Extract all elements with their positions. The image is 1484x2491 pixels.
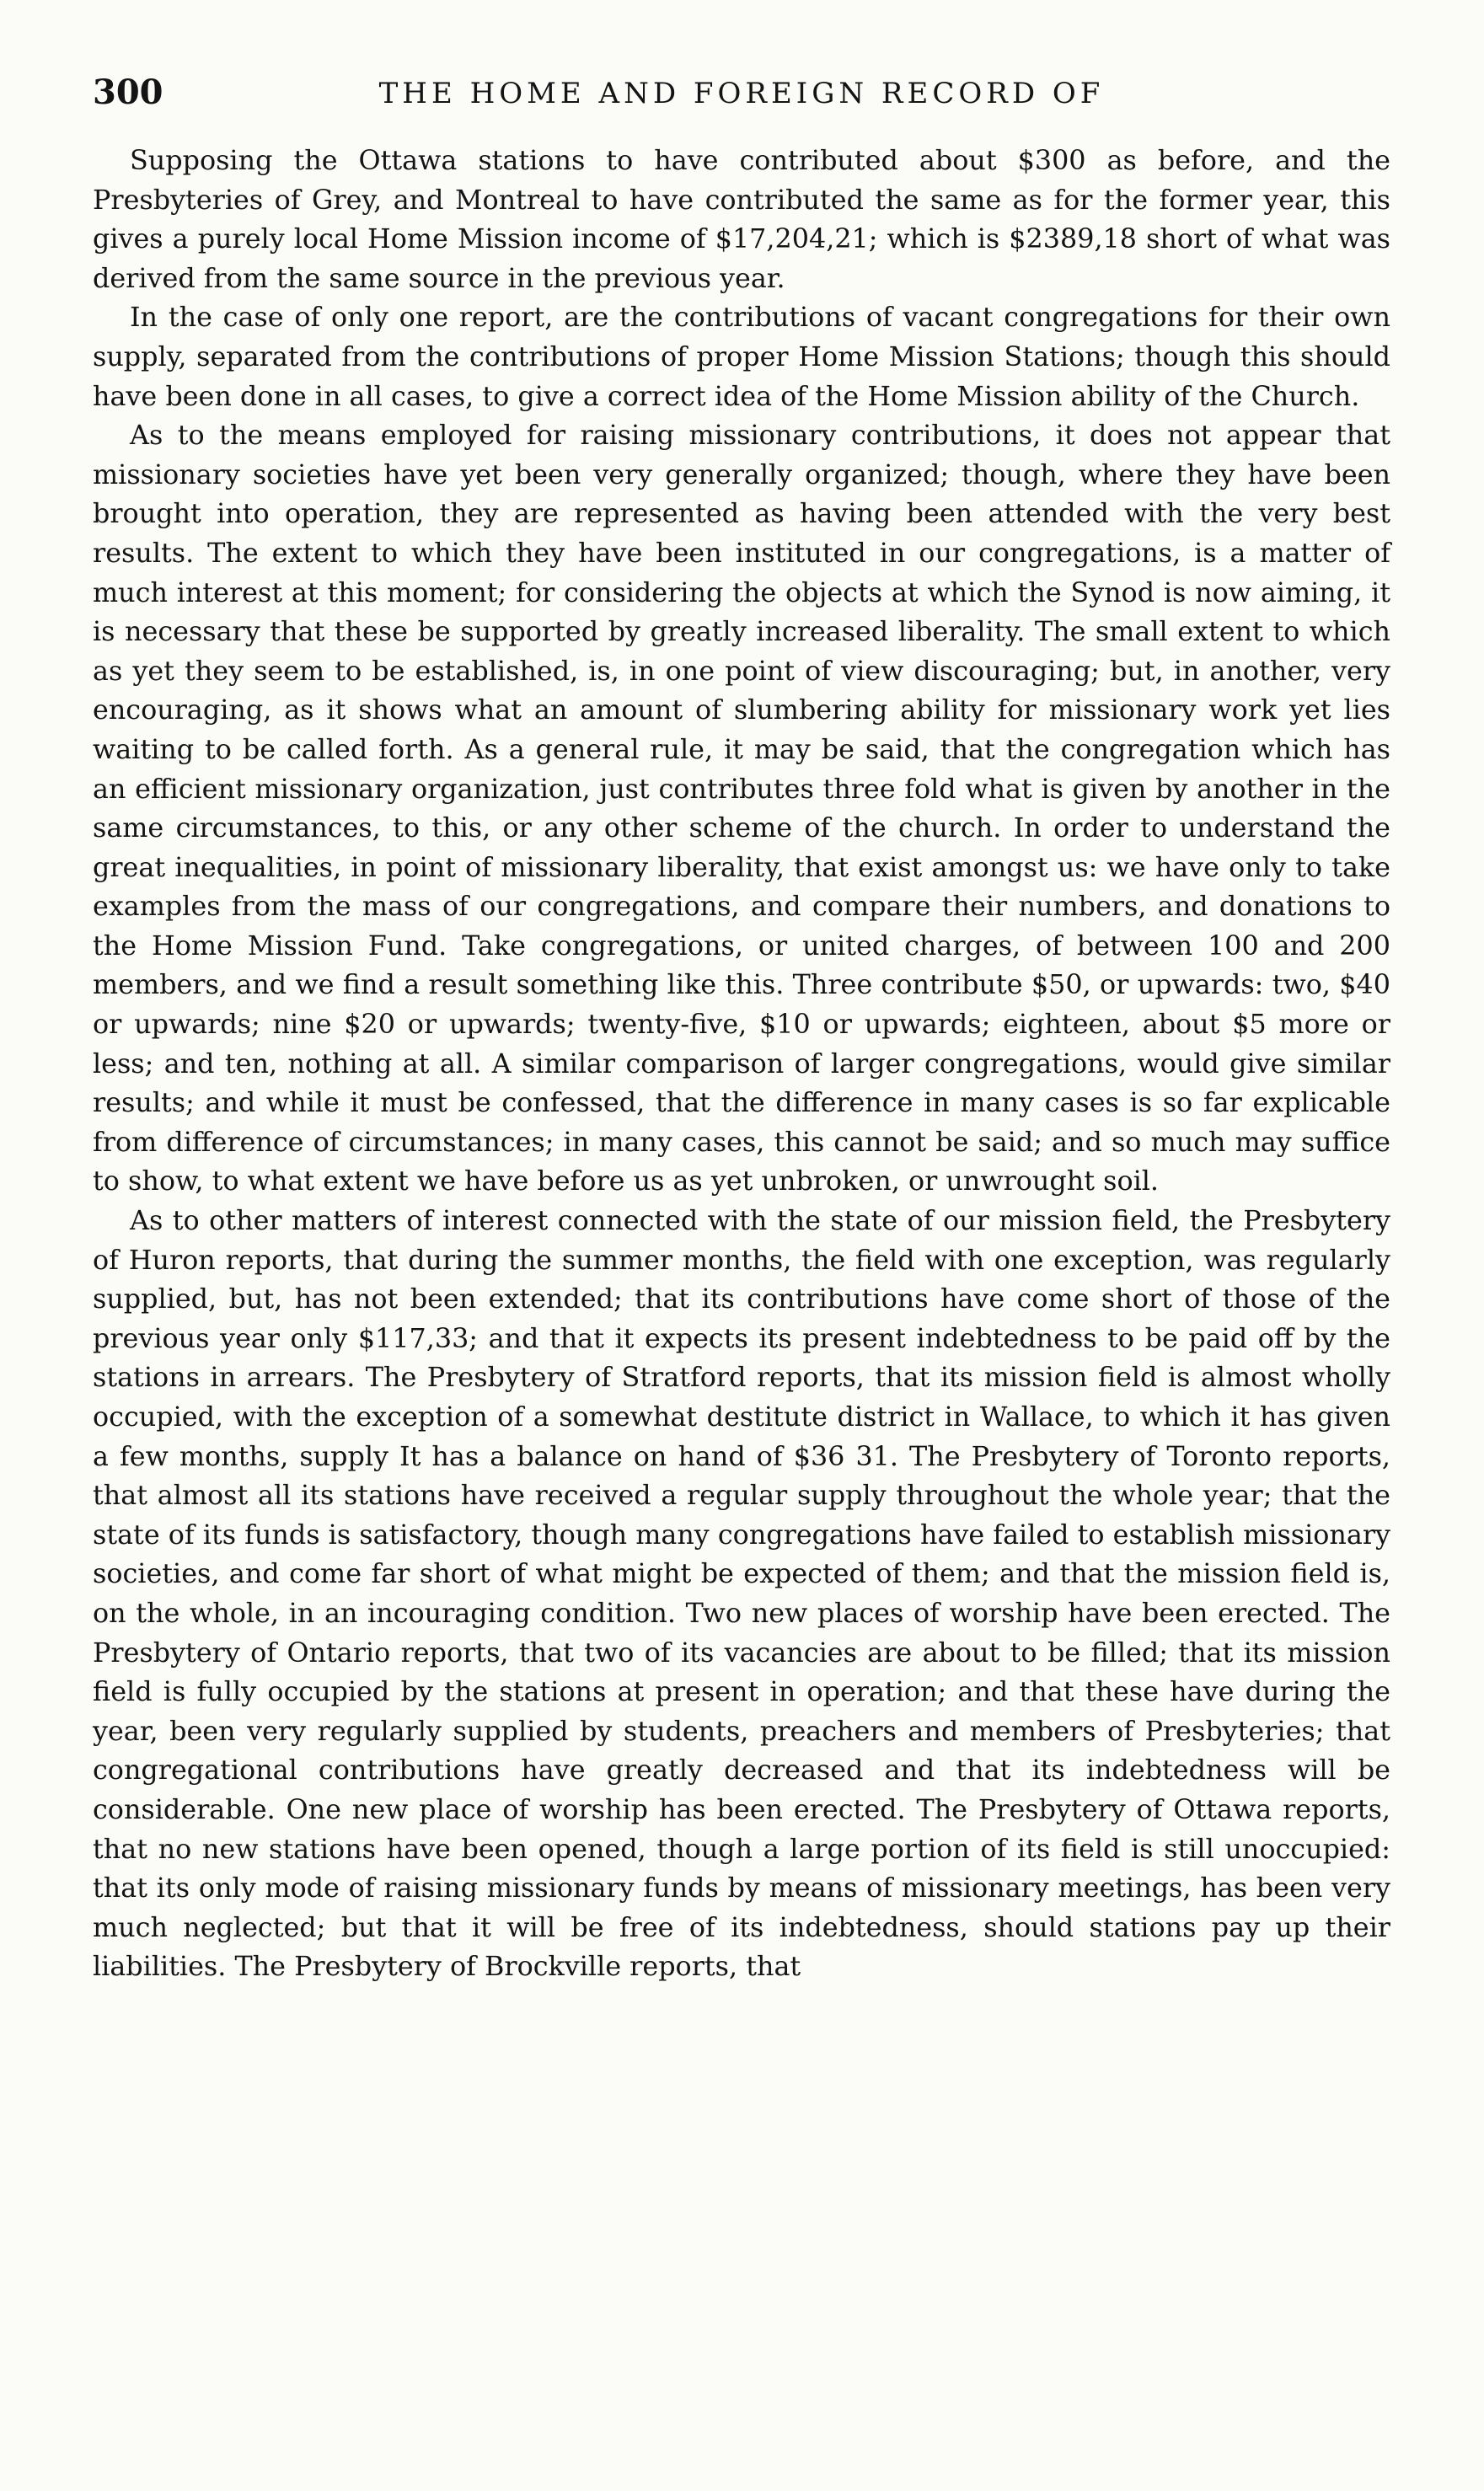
- paragraph-1: Supposing the Ottawa stations to have contributed about $300 as before, and the Presbyteries of Grey, and Montreal to have contributed the same as for the former year, this gives a purely local Home Mission income of $17,204,21; which is $2389,18 short of what was derived from the same source in the previous year.: [93, 145, 1390, 294]
- page-header: [93, 72, 1390, 142]
- paragraph-2: In the case of only one report, are the contributions of vacant congregations for their own supply, separated from the contributions of proper Home Mission Stations; though this should have been done in all cases, to give a correct idea of the Home Mission ability of the Church.: [93, 302, 1390, 412]
- body-text: [93, 142, 1390, 1987]
- document-page: [93, 72, 1391, 1987]
- paragraph-3: As to the means employed for raising missionary contributions, it does not appear that missionary societies have yet been very generally organized; though, where they have been brought into operation, they are represented as having been attended with the very best results. The extent to which they have been instituted in our congregations, is a matter of much interest at this moment; for considering the objects at which the Synod is now aiming, it is necessary that these be supported by greatly increased liberality. The small extent to which as yet they seem to be established, is, in one point of view discouraging; but, in another, very encouraging, as it shows what an amount of slumbering ability for missionary work yet lies waiting to be called forth. As a general rule, it may be said, that the congregation which has an efficient missionary organization, just contributes three fold what is given by another in the same circumstances, to this, or any other scheme of the church. In order to understand the great inequalities, in point of missionary liberality, that exist amongst us: we have only to take examples from the mass of our congregations, and compare their numbers, and donations to the Home Mission Fund. Take congregations, or united charges, of between 100 and 200 members, and we find a result something like this. Three contribute $50, or upwards: two, $40 or upwards; nine $20 or upwards; twenty-five, $10 or upwards; eighteen, about $5 more or less; and ten, nothing at all. A similar comparison of larger congregations, would give similar results; and while it must be confessed, that the difference in many cases is so far explicable from difference of circumstances; in many cases, this cannot be said; and so much may suffice to show, to what extent we have before us as yet unbroken, or unwrought soil.: [93, 420, 1390, 1197]
- running-head: THE HOME AND FOREIGN RECORD OF: [378, 77, 1105, 110]
- page-number: 300: [93, 72, 163, 112]
- paragraph-4: As to other matters of interest connected with the state of our mission field, the Presbytery of Huron reports, that during the summer months, the field with one exception, was regularly supplied, but, has not been extended; that its contributions have come short of those of the previous year only $117,33; and that it expects its present indebtedness to be paid off by the stations in arrears. The Presbytery of Stratford reports, that its mission field is almost wholly occupied, with the exception of a somewhat destitute district in Wallace, to which it has given a few months, supply It has a balance on hand of $36 31. The Presbytery of Toronto reports, that almost all its stations have received a regular supply throughout the whole year; that the state of its funds is satisfactory, though many congregations have failed to establish missionary societies, and come far short of what might be expected of them; and that the mission field is, on the whole, in an incouraging condition. Two new places of worship have been erected. The Presbytery of Ontario reports, that two of its vacancies are about to be filled; that its mission field is fully occupied by the stations at present in operation; and that these have during the year, been very regularly supplied by students, preachers and members of Presbyteries; that congregational contributions have greatly decreased and that its indebtedness will be considerable. One new place of worship has been erected. The Presbytery of Ottawa reports, that no new stations have been opened, though a large portion of its field is still unoccupied: that its only mode of raising missionary funds by means of missionary meetings, has been very much neglected; but that it will be free of its indebtedness, should stations pay up their liabilities. The Presbytery of Brockville reports, that: [93, 1205, 1391, 1983]
